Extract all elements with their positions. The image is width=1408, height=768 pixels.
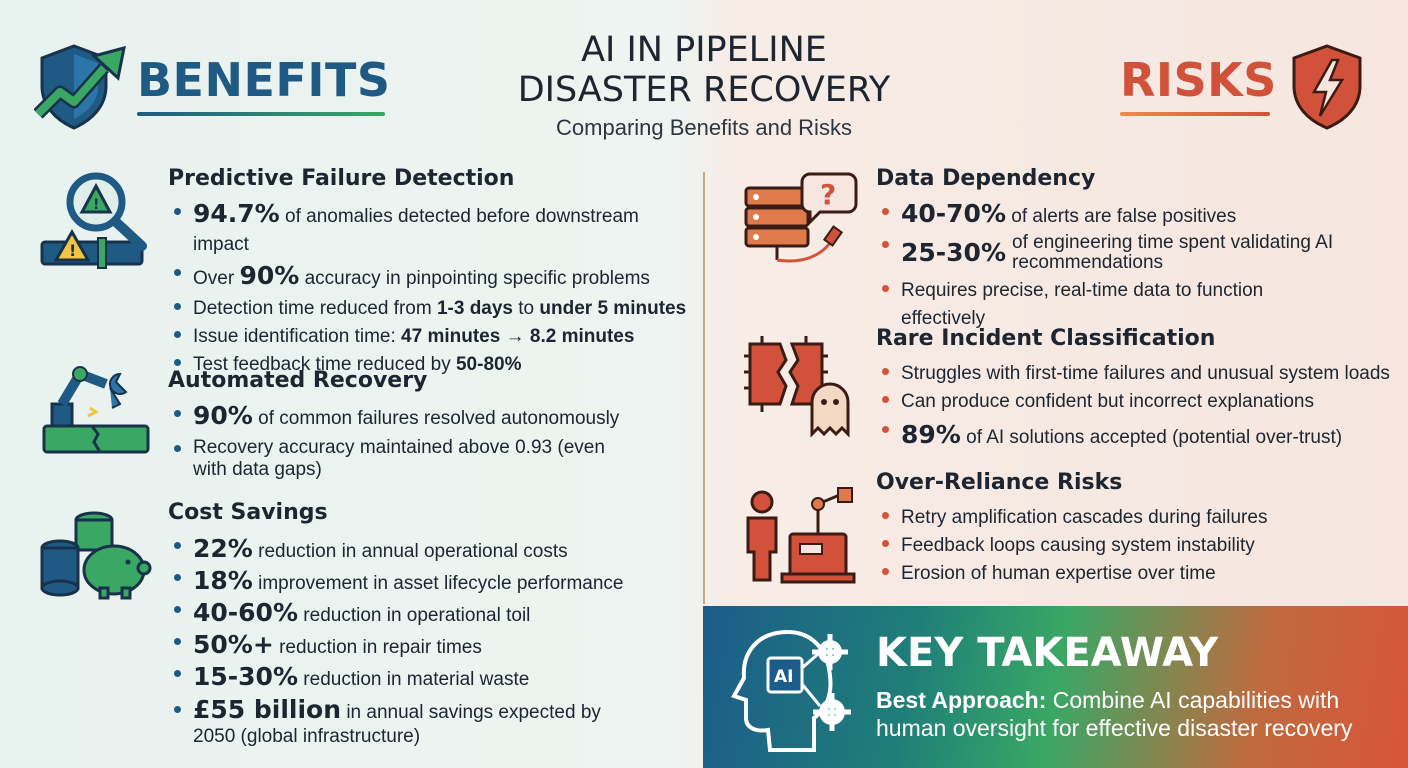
predictive-detection-list [168, 200, 698, 379]
title-line-1: AI IN PIPELINE [581, 30, 827, 70]
list-item: 15-30% reduction in material waste [168, 662, 638, 694]
key-takeaway-text: Best Approach: Combine AI capabilities with human oversight for effective disaster recovery [876, 687, 1353, 741]
column-divider [703, 172, 705, 604]
cost-savings-list [168, 534, 638, 749]
list-item: Issue identification time: 47 minutes → 8.2 minutes [168, 323, 698, 351]
broken-chip-ghost-icon [742, 330, 860, 438]
list-item: £55 billion in annual savings expected by 2050 (global infrastructure) [168, 698, 618, 749]
list-item: Recovery accuracy maintained above 0.93 (even with data gaps) [168, 437, 638, 481]
automated-recovery-list [168, 402, 638, 481]
list-item: 40-70% of alerts are false positives [876, 200, 1346, 231]
risks-underline [1120, 112, 1270, 116]
list-item: 40-60% reduction in operational toil [168, 598, 638, 630]
list-item: 89% of AI solutions accepted (potential over-trust) [876, 418, 1396, 455]
list-item: Requires precise, real-time data to function effectively [876, 277, 1346, 333]
title-line-2: DISASTER RECOVERY [517, 70, 891, 110]
list-item: Can produce confident but incorrect explanations [876, 388, 1396, 416]
list-item: Test feedback time reduced by 50-80% [168, 351, 698, 379]
benefits-underline [137, 112, 385, 116]
data-dependency-list [876, 200, 1346, 333]
person-robot-icon [742, 474, 860, 584]
robot-arm-repair-icon [40, 364, 156, 460]
shield-lightning-icon [1286, 42, 1368, 132]
page-title [454, 30, 954, 110]
list-item: Retry amplification cascades during failures [876, 504, 1346, 532]
list-item: Feedback loops causing system instability [876, 532, 1346, 560]
list-item: 25-30% of engineering time spent validating AI recommendations [876, 233, 1346, 273]
list-item: 22% reduction in annual operational costs [168, 534, 638, 566]
automated-recovery-title: Automated Recovery [168, 368, 428, 393]
svg-text:!: ! [69, 241, 77, 260]
key-takeaway-title: KEY TAKEAWAY [876, 630, 1219, 676]
ai-chip-label: AI [774, 667, 794, 687]
list-item: Detection time reduced from 1-3 days to under 5 minutes [168, 295, 698, 323]
predictive-detection-title: Predictive Failure Detection [168, 166, 515, 191]
list-item: 50%+ reduction in repair times [168, 630, 638, 662]
data-dependency-title: Data Dependency [876, 166, 1096, 191]
list-item: 18% improvement in asset lifecycle performance [168, 566, 638, 598]
list-item: Struggles with first-time failures and unusual system loads [876, 360, 1396, 388]
svg-text:?: ? [820, 178, 837, 211]
svg-text:!: ! [93, 197, 100, 213]
pipe-magnifier-icon [38, 168, 156, 276]
shield-growth-icon [34, 40, 130, 132]
rare-incident-title: Rare Incident Classification [876, 326, 1216, 351]
coins-piggy-bank-icon [38, 504, 154, 600]
ai-head-gears-icon [728, 622, 858, 754]
cost-savings-title: Cost Savings [168, 500, 328, 525]
rare-incident-list [876, 360, 1396, 455]
list-item: Erosion of human expertise over time [876, 560, 1346, 588]
list-item: Over 90% accuracy in pinpointing specific problems [168, 261, 698, 294]
page-subtitle: Comparing Benefits and Risks [556, 115, 852, 140]
over-reliance-list [876, 504, 1346, 588]
benefits-heading: BENEFITS [137, 53, 391, 107]
over-reliance-title: Over-Reliance Risks [876, 470, 1123, 495]
risks-heading: RISKS [1120, 53, 1277, 107]
server-question-icon [742, 166, 860, 270]
list-item: 90% of common failures resolved autonomously [168, 402, 638, 433]
list-item: 94.7% of anomalies detected before downstream impact [168, 200, 698, 259]
